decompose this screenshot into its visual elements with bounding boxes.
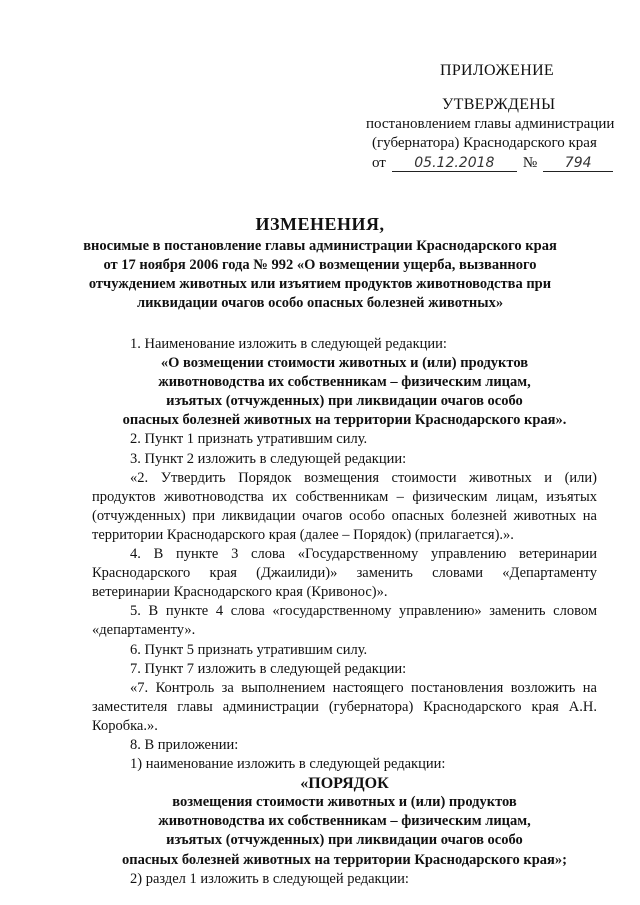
paragraph-1: 1. Наименование изложить в следующей редакции: xyxy=(130,336,447,352)
order-title: «ПОРЯДОК xyxy=(300,775,389,793)
paragraph-3: 3. Пункт 2 изложить в следующей редакции: xyxy=(130,450,407,467)
approval-line-2: (губернатора) Краснодарского края xyxy=(372,135,597,151)
paragraph-8-1: 1) наименование изложить в следующей редакции: xyxy=(130,756,446,773)
document-body xyxy=(92,335,597,889)
approval-date-line xyxy=(372,155,613,172)
quote-2-line-1: возмещения стоимости животных и (или) продуктов xyxy=(172,794,517,811)
appendix-label: ПРИЛОЖЕНИЕ xyxy=(440,62,555,79)
paragraph-7-quote: «7. Контроль за выполнением настоящего постановления возложить на заместителя главы администрации (губернатора) Краснодарского края А.Н. Коробка.». xyxy=(92,679,597,734)
paragraph-7: 7. Пункт 7 изложить в следующей редакции: xyxy=(130,660,407,677)
paragraph-8: 8. В приложении: xyxy=(130,736,239,753)
approval-line-1: постановлением главы администрации xyxy=(366,116,615,132)
paragraph-2: 2. Пункт 1 признать утратившим силу. xyxy=(130,431,368,448)
subtitle-line-3: отчуждением животных или изъятием продуктов животноводства при xyxy=(88,276,552,292)
quote-1-line-2: животноводства их собственникам – физическим лицам, xyxy=(158,374,531,391)
document-title xyxy=(0,214,640,235)
handwritten-number: 794 xyxy=(543,155,613,172)
paragraph-5: 5. В пункте 4 слова «государственному управлению» заменить словом «департаменту». xyxy=(92,603,597,639)
document-subtitle xyxy=(0,237,640,313)
quote-2-line-4: опасных болезней животных на территории Краснодарского края»; xyxy=(122,851,567,868)
quote-1-line-3: изъятых (отчужденных) при ликвидации очагов особо xyxy=(166,393,523,410)
approved-label: УТВЕРЖДЕНЫ xyxy=(442,96,556,113)
paragraph-6: 6. Пункт 5 признать утратившим силу. xyxy=(130,641,368,658)
quote-1-line-1: «О возмещении стоимости животных и (или) продуктов xyxy=(160,355,529,372)
paragraph-8-2: 2) раздел 1 изложить в следующей редакции: xyxy=(130,870,409,887)
subtitle-line-4: ликвидации очагов особо опасных болезней животных» xyxy=(136,295,504,311)
from-label: от xyxy=(372,155,386,171)
number-label: № xyxy=(522,155,538,171)
title-main: ИЗМЕНЕНИЯ, xyxy=(255,214,385,234)
quote-2-line-2: животноводства их собственникам – физическим лицам, xyxy=(158,813,531,830)
paragraph-3-quote: «2. Утвердить Порядок возмещения стоимости животных и (или) продуктов животноводства их собственникам – физическим лицам, изъятых (отчужденных) при ликвидации очагов особо опасных болезней животных на территории Краснодарского края (далее – Порядок) (прилагается).». xyxy=(92,469,597,543)
paragraph-4: 4. В пункте 3 слова «Государственному управлению ветеринарии Краснодарского края (Джаилиди)» заменить словами «Департаменту ветеринарии Краснодарского края (Кривонос)». xyxy=(92,546,597,601)
quote-1-line-4: опасных болезней животных на территории Краснодарского края». xyxy=(122,412,567,429)
quote-2-line-3: изъятых (отчужденных) при ликвидации очагов особо xyxy=(166,832,523,849)
handwritten-date: 05.12.2018 xyxy=(392,155,517,172)
subtitle-line-1: вносимые в постановление главы администрации Краснодарского края xyxy=(83,238,557,254)
subtitle-line-2: от 17 ноября 2006 года № 992 «О возмещении ущерба, вызванного xyxy=(103,257,537,273)
